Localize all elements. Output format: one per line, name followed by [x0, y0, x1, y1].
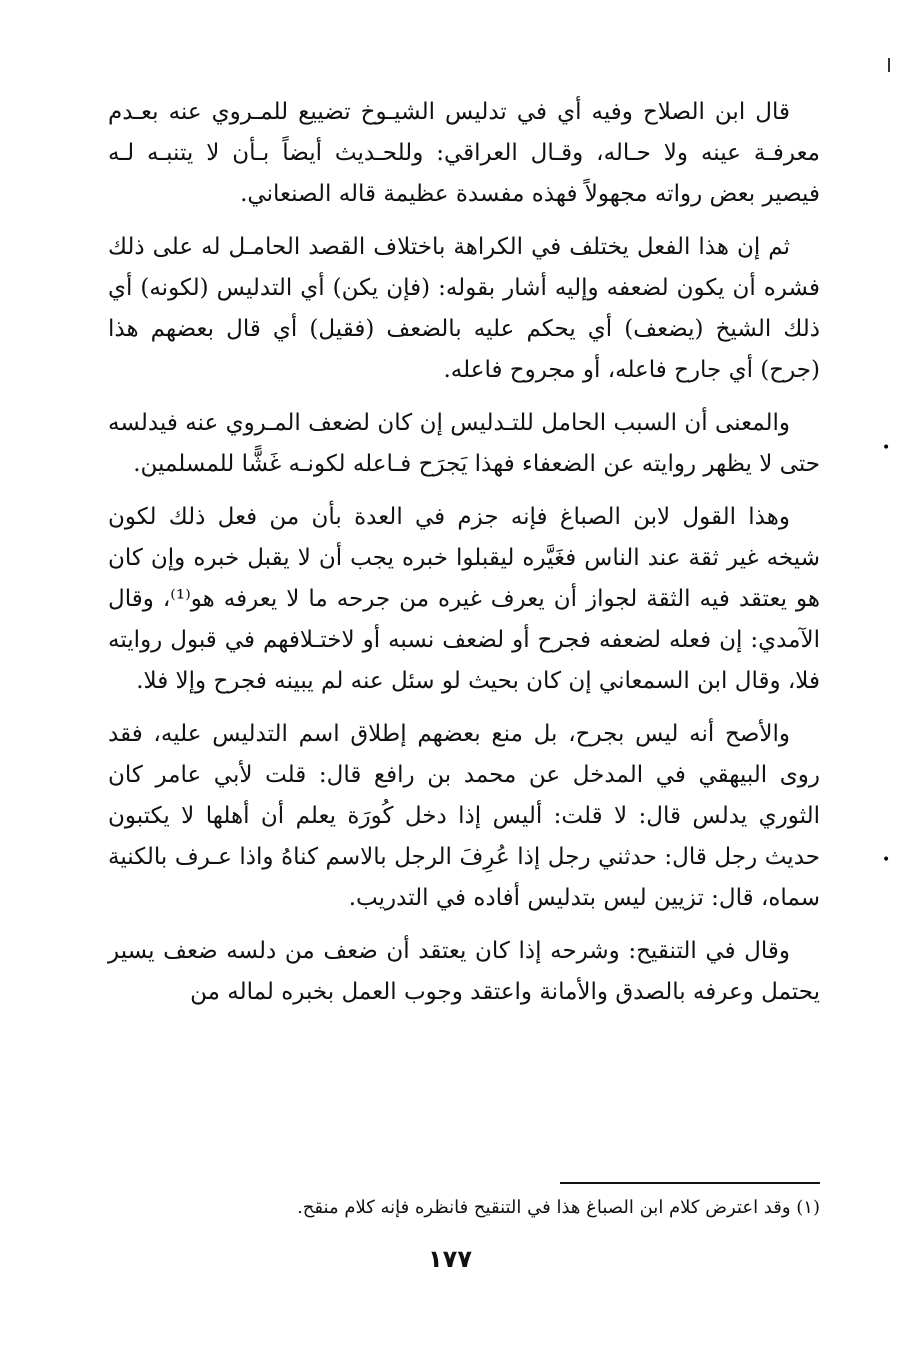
page-body	[108, 92, 820, 1025]
paragraph: والمعنى أن السبب الحامل للتـدليس إن كان لضعف المـروي عنه فيدلسه حتى لا يظهر روايته عن الضعفاء فهذا يَجرَح فـاعله لكونـه غَشًّا للمسلمين.	[108, 410, 820, 477]
paragraph: وقال في التنقيح: وشرحه إذا كان يعتقد أن ضعف من دلسه ضعف يسير يحتمل وعرفه بالصدق والأمانة واعتقد وجوب العمل بخبره لماله من	[108, 938, 820, 1005]
margin-dot-mark: •	[882, 440, 891, 456]
paragraph: والأصح أنه ليس بجرح، بل منع بعضهم إطلاق اسم التدليس عليه، فقد روى البيهقي في المدخل عن محمد بن رافع قال: قلت لأبي عامر كان الثوري يدلس قال: لا قلت: أليس إذا دخل كُورَة يعلم أن أهلها لا يكتبون حديث رجل قال: حدثني رجل إذا عُرِفَ الرجل بالاسم كناهُ واذا عـرف بالكنية سماه، قال: تزيين ليس بتدليس أفاده في التدريب.	[108, 721, 820, 911]
footnote: (١) وقد اعترض كلام ابن الصباغ هذا في التنقيح فانظره فإنه كلام منقح.	[297, 1197, 820, 1218]
paragraph: وهذا القول لابن الصباغ فإنه جزم في العدة بأن من فعل ذلك لكون شيخه غير ثقة عند الناس فغَيَّره ليقبلوا خبره يجب أن لا يقبل خبره وإن كان هو يعتقد فيه الثقة لجواز أن يعرف غيره من جرحه ما لا يعرفه هو⁽¹⁾، وقال الآمدي: إن فعله لضعفه فجرح أو لضعف نسبه أو لاختـلافهم في قبول روايته فلا، وقال ابن السمعاني إن كان بحيث لو سئل عنه لم يبينه فجرح وإلا فلا.	[108, 504, 820, 694]
paragraph: قال ابن الصلاح وفيه أي في تدليس الشيـوخ تضييع للمـروي عنه بعـدم معرفـة عينه ولا حـاله، وقـال العراقي: وللحـديث أيضاً بـأن لا يتنبـه لـه فيصير بعض رواته مجهولاً فهذه مفسدة عظيمة قاله الصنعاني.	[108, 99, 820, 207]
page-number: ١٧٧	[428, 1245, 472, 1273]
margin-dot-mark: •	[882, 852, 891, 868]
paragraph: ثم إن هذا الفعل يختلف في الكراهة باختلاف القصد الحامـل له على ذلك فشره أن يكون لضعفه وإليه أشار بقوله: (فإن يكن) أي التدليس (لكونه) أي ذلك الشيخ (يضعف) أي يحكم عليه بالضعف (فقيل) أي قال بعضهم هذا (جرح) أي جارح فاعله، أو مجروح فاعله.	[108, 234, 820, 383]
margin-tick-mark	[888, 58, 890, 72]
footnote-separator	[560, 1182, 820, 1184]
